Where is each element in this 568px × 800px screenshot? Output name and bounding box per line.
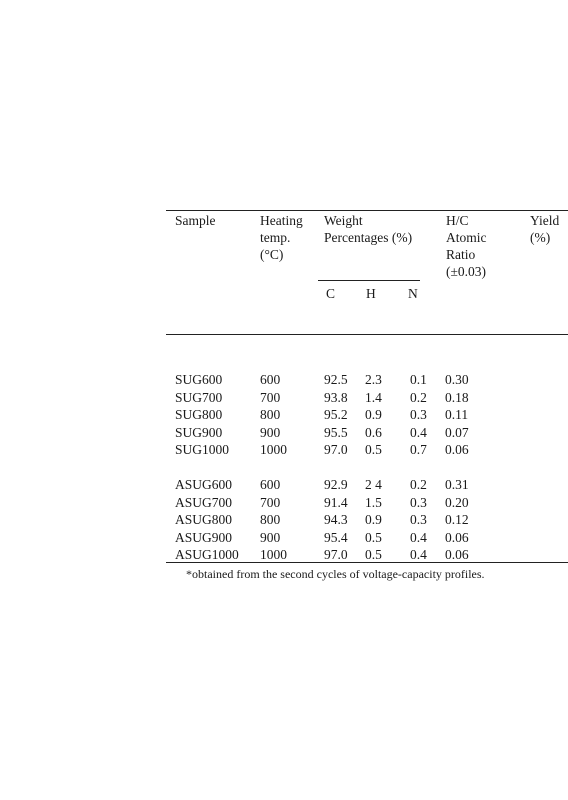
subheader-n: N (408, 286, 418, 301)
cell-n-percent: 0.4 (410, 529, 427, 545)
cell-sample: SUG900 (175, 424, 223, 440)
cell-c-percent: 95.2 (324, 407, 348, 422)
cell-sample: ASUG600 (175, 477, 233, 492)
cell-n-percent: 0.2 (410, 477, 427, 492)
cell-n-percent: 0.3 (410, 494, 427, 510)
cell-n-percent: 0.4 (410, 424, 427, 440)
cell-hc-ratio: 0.31 (445, 477, 469, 492)
table-row (0, 406, 568, 423)
cell-n-percent: 0.3 (410, 512, 427, 527)
table-row (0, 494, 568, 511)
cell-heating-temp: 700 (260, 494, 281, 510)
cell-sample: ASUG700 (175, 494, 233, 510)
cell-n-percent: 0.3 (410, 407, 427, 422)
table-row (0, 476, 568, 493)
cell-h-percent: 0.5 (365, 547, 382, 562)
cell-hc-ratio: 0.18 (445, 389, 469, 405)
cell-heating-temp: 800 (260, 512, 281, 527)
cell-c-percent: 97.0 (324, 547, 348, 562)
weight-subheader-rule (318, 280, 420, 281)
table-row (0, 546, 568, 563)
table-row (0, 511, 568, 528)
cell-heating-temp: 1000 (260, 442, 287, 457)
cell-hc-ratio: 0.06 (445, 529, 469, 545)
cell-c-percent: 91.4 (324, 494, 348, 510)
cell-h-percent: 1.5 (365, 494, 382, 510)
header-weight-percentages: Weight Percentages (%) (324, 213, 413, 245)
subheader-c: C (326, 286, 336, 301)
cell-sample: SUG600 (175, 372, 223, 387)
table-row (0, 529, 568, 546)
cell-sample: SUG800 (175, 407, 223, 422)
table-bottom-rule (166, 562, 568, 563)
cell-sample: SUG700 (175, 389, 223, 405)
cell-h-percent: 0.9 (365, 407, 382, 422)
cell-heating-temp: 600 (260, 477, 281, 492)
cell-heating-temp: 1000 (260, 547, 287, 562)
cell-c-percent: 95.4 (324, 529, 348, 545)
header-sample: Sample (175, 213, 216, 228)
header-hc-ratio: H/C Atomic Ratio (±0.03) (446, 213, 487, 279)
cell-hc-ratio: 0.07 (445, 424, 469, 440)
cell-c-percent: 92.5 (324, 372, 348, 387)
subheader-h: H (366, 286, 376, 301)
cell-h-percent: 0.9 (365, 512, 382, 527)
cell-n-percent: 0.2 (410, 389, 427, 405)
cell-h-percent: 0.5 (365, 529, 382, 545)
cell-sample: ASUG1000 (175, 547, 239, 562)
cell-n-percent: 0.7 (410, 442, 427, 457)
cell-heating-temp: 800 (260, 407, 281, 422)
cell-n-percent: 0.1 (410, 372, 427, 387)
table-row (0, 389, 568, 406)
cell-n-percent: 0.4 (410, 547, 427, 562)
cell-hc-ratio: 0.06 (445, 547, 469, 562)
cell-c-percent: 95.5 (324, 424, 348, 440)
cell-h-percent: 1.4 (365, 389, 382, 405)
table-row (0, 424, 568, 441)
cell-sample: ASUG800 (175, 512, 233, 527)
cell-h-percent: 0.5 (365, 442, 382, 457)
table-row (0, 441, 568, 458)
cell-heating-temp: 900 (260, 529, 281, 545)
cell-h-percent: 0.6 (365, 424, 382, 440)
cell-heating-temp: 600 (260, 372, 281, 387)
cell-c-percent: 94.3 (324, 512, 348, 527)
cell-c-percent: 97.0 (324, 442, 348, 457)
cell-c-percent: 92.9 (324, 477, 348, 492)
header-yield: Yield (%) (530, 213, 560, 245)
cell-hc-ratio: 0.06 (445, 442, 469, 457)
cell-hc-ratio: 0.11 (445, 407, 469, 422)
cell-h-percent: 2 4 (365, 477, 382, 492)
cell-hc-ratio: 0.12 (445, 512, 469, 527)
table-top-rule (166, 210, 568, 211)
cell-heating-temp: 700 (260, 389, 281, 405)
cell-heating-temp: 900 (260, 424, 281, 440)
table-row (0, 371, 568, 388)
cell-sample: ASUG900 (175, 529, 233, 545)
cell-hc-ratio: 0.20 (445, 494, 469, 510)
header-bottom-rule (166, 334, 568, 335)
cell-hc-ratio: 0.30 (445, 372, 469, 387)
footnote: *obtained from the second cycles of voltage-capacity profiles. (186, 567, 485, 581)
header-heating-temp: Heating temp. (°C) (260, 213, 303, 262)
cell-h-percent: 2.3 (365, 372, 382, 387)
cell-sample: SUG1000 (175, 442, 230, 457)
cell-c-percent: 93.8 (324, 389, 348, 405)
